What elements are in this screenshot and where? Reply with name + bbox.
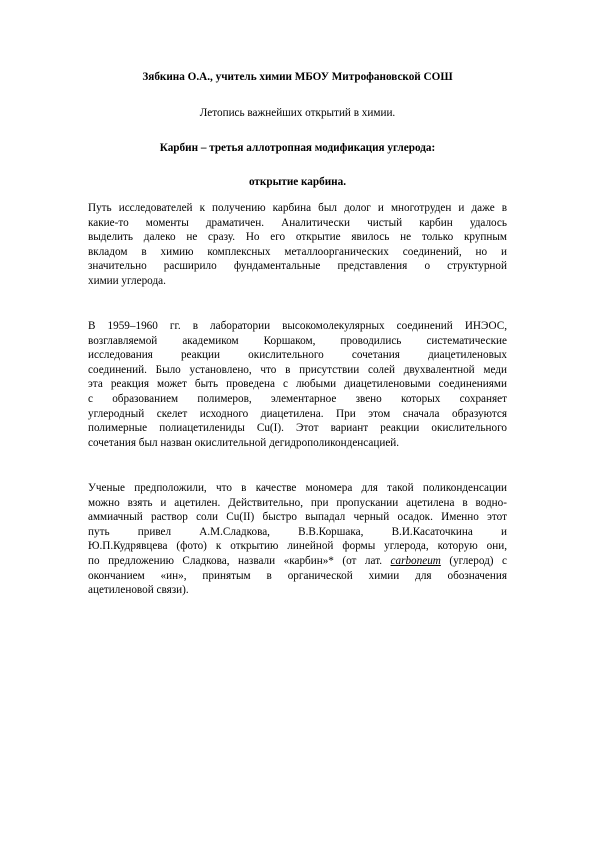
paragraph-line: Путь исследователей к получению карбина был долог и многотруден и даже в [88, 202, 507, 214]
paragraph-line: В 1959–1960 гг. в лаборатории высокомолекулярных соединений ИНЭОС, [88, 320, 507, 332]
paragraph-line: значительно расширило фундаментальные представления о структурной [88, 260, 507, 273]
paragraph-2 [88, 319, 507, 450]
paragraph-line: выделить далеко не сразу. Но его открытие явилось не только крупным [88, 231, 507, 244]
paragraph-line: соединений. Было установлено, что в присутствии солей двухвалентной меди [88, 363, 507, 376]
author-line: Зябкина О.А., учитель химии МБОУ Митрофановской СОШ [142, 71, 453, 83]
paragraph-line: Ученые предположили, что в качестве мономера для такой поликонденсации [88, 482, 507, 494]
paragraph-line: исследования реакции окислительного сочетания диацетиленовых [88, 349, 507, 362]
line-text: (углерод) с [440, 554, 507, 567]
line-text: по предложению Сладкова, назвали «карбин»* (от лат. [88, 554, 391, 567]
paragraph-line: углеродный скелет исходного диацетилена. При этом сначала образуются [88, 407, 507, 420]
paragraph-line: можно взять и ацетилен. Действительно, при пропускании ацетилена в водно- [88, 496, 507, 509]
paragraph-line [88, 554, 507, 569]
article-title-line-2: открытие карбина. [248, 176, 347, 188]
paragraph-line: окончанием «ин», принятым в органической химии для обозначения [88, 569, 507, 582]
paragraph-line: эта реакция может быть проведена с любыми диацетиленовыми соединениями [88, 378, 507, 391]
paragraph-1 [88, 201, 507, 289]
paragraph-line: с образованием полимеров, элементарное звено которых сохраняет [88, 392, 507, 405]
paragraph-line: аммиачный раствор соли Cu(II) быстро выпадал черный осадок. Именно этот [88, 511, 507, 524]
paragraph-line: возглавляемой академиком Коршаком, проводились систематические [88, 334, 507, 347]
paragraph-line: путь привел А.М.Сладкова, В.В.Коршака, В.И.Касаточкина и [88, 525, 507, 538]
paragraph-line: ацетиленовой связи). [88, 584, 189, 597]
paragraph-line: химии углерода. [88, 274, 166, 287]
article-title-line-1: Карбин – третья аллотропная модификация углерода: [159, 142, 436, 154]
latin-term: carboneum [390, 554, 441, 567]
paragraph-line: какие-то моменты драматичен. Аналитически чистый карбин удалось [88, 216, 507, 229]
paragraph-line: полимерные полиацетилениды Cu(I). Этот вариант реакции окислительного [88, 422, 507, 435]
paragraph-line: вкладом в химию комплексных металлоорганических соединений, но и [88, 245, 507, 258]
series-title: Летопись важнейших открытий в химии. [199, 107, 396, 119]
paragraph-3 [88, 481, 507, 598]
paragraph-line: сочетания был назван окислительной дегидрополиконденсацией. [88, 436, 400, 449]
paragraph-line: Ю.П.Кудрявцева (фото) к открытию линейной формы углерода, которую они, [88, 540, 507, 553]
